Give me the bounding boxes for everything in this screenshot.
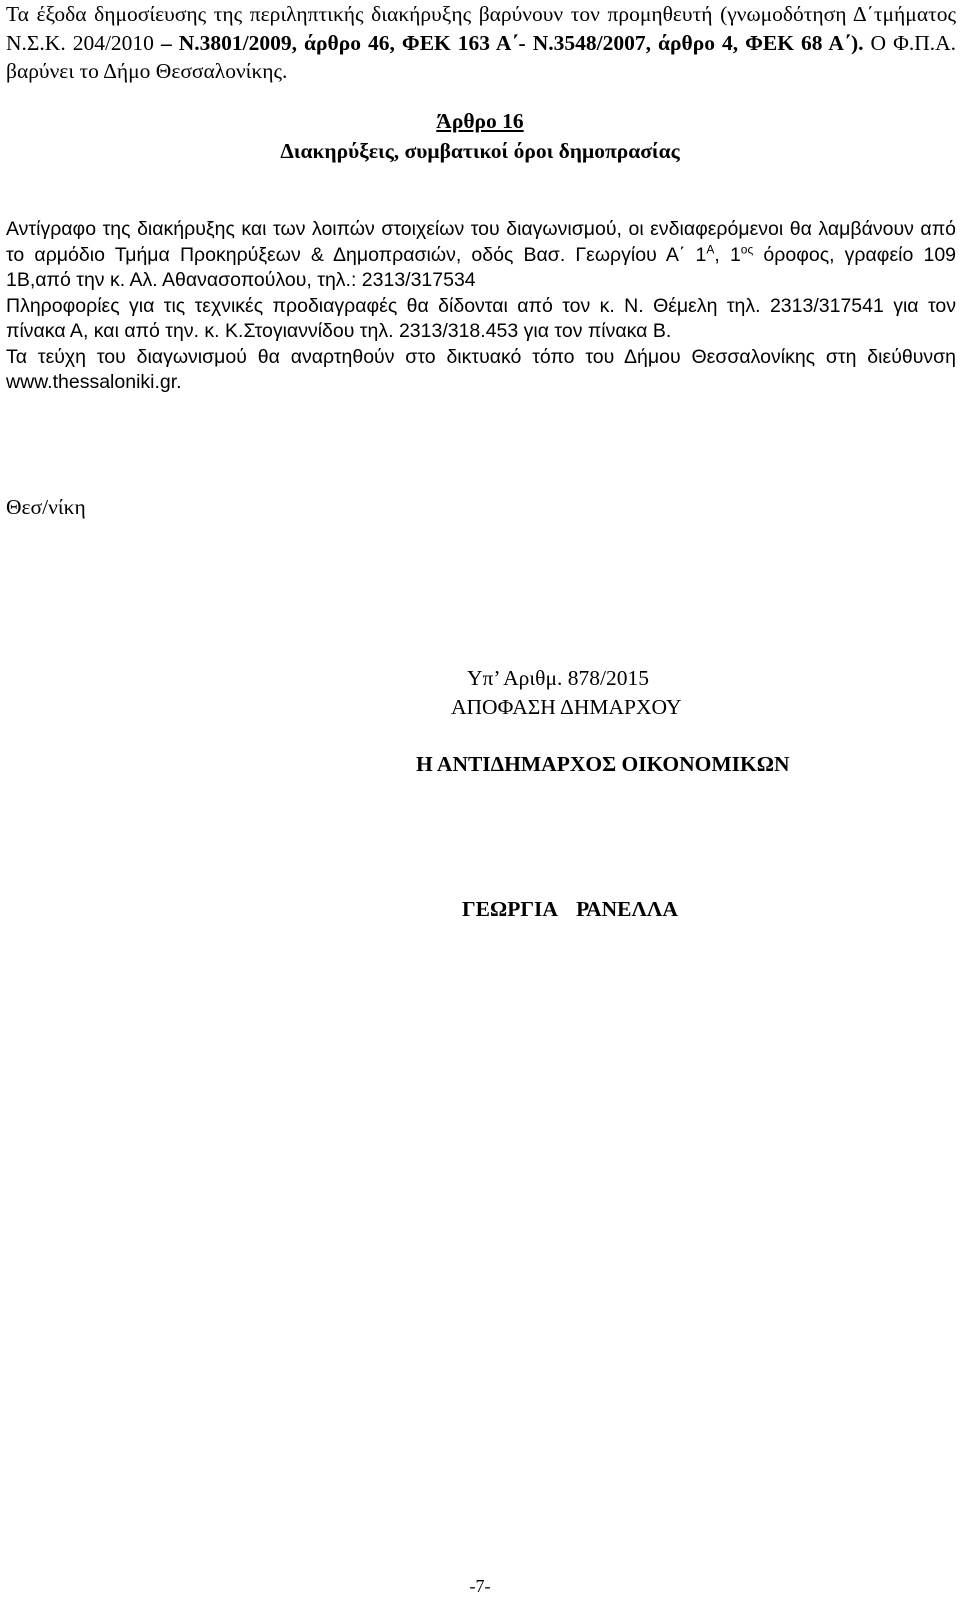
body-p1-part-c: όροφος, γραφείο 109 1Β,από την κ. Αλ. Αθανασοπούλου, τηλ.: 2313/317534	[6, 243, 957, 291]
article-title: Άρθρο 16	[436, 109, 524, 133]
place-label: Θεσ/νίκη	[6, 495, 86, 519]
intro-paragraph	[6, 0, 956, 86]
signatory-name: ΓΕΩΡΓΙΑ ΡΑΝΕΛΛΑ	[462, 897, 678, 921]
body-paragraph-info: Πληροφορίες για τις τεχνικές προδιαγραφές θα δίδονται από τον κ. Ν. Θέμελη τηλ. 2313/317541 για τον πίνακα Α, και από την. κ. Κ.Στογιαννίδου τηλ. 2313/318.453 για τον πίνακα Β.	[6, 294, 956, 342]
body-paragraph-copies	[6, 217, 956, 294]
body-p1-part-a: Αντίγραφο της διακήρυξης και των λοιπών στοιχείων του διαγωνισμού, οι ενδιαφερόμενοι θα λαμβάνουν από το αρμόδιο Τμήμα Προκηρύξεων & Δημοπρασιών, οδός Βασ. Γεωργίου Α΄ 1	[6, 218, 956, 266]
decision-reference: Υπ’ Αριθμ. 878/2015	[467, 666, 649, 690]
article-body	[6, 217, 956, 396]
intro-bold-part: – Ν.3801/2009, άρθρο 46, ΦΕΚ 163 Α΄- Ν.3548/2007, άρθρο 4, ΦΕΚ 68 Α΄).	[160, 30, 864, 55]
intro-normal-part: Τα έξοδα δημοσίευσης της περιληπτικής διακήρυξης βαρύνουν τον προμηθευτή (γνωμοδότηση Δ΄τμήματος Ν.Σ.Κ. 204/2010	[6, 2, 956, 55]
body-paragraph-website: Τα τεύχη του διαγωνισμού θα αναρτηθούν στο δικτυακό τόπο του Δήμου Θεσσαλονίκης στη διεύθυνση www.thessaloniki.gr.	[6, 345, 956, 393]
body-p1-part-b: , 1	[714, 243, 741, 266]
page-number: -7-	[469, 1576, 491, 1596]
decision-title: ΑΠΟΦΑΣΗ ΔΗΜΑΡΧΟΥ	[451, 695, 682, 719]
intro-tail: Ο Φ.Π.Α. βαρύνει το Δήμο Θεσσαλονίκης.	[6, 30, 956, 83]
body-p1-superscript-a: Α	[706, 242, 715, 256]
signatory-role: Η ΑΝΤΙΔΗΜΑΡΧΟΣ ΟΙΚΟΝΟΜΙΚΩΝ	[416, 752, 790, 776]
intro-text	[6, 0, 956, 86]
body-p1-superscript-os: ος	[740, 242, 754, 256]
article-subtitle: Διακηρύξεις, συμβατικοί όροι δημοπρασίας	[280, 139, 680, 163]
